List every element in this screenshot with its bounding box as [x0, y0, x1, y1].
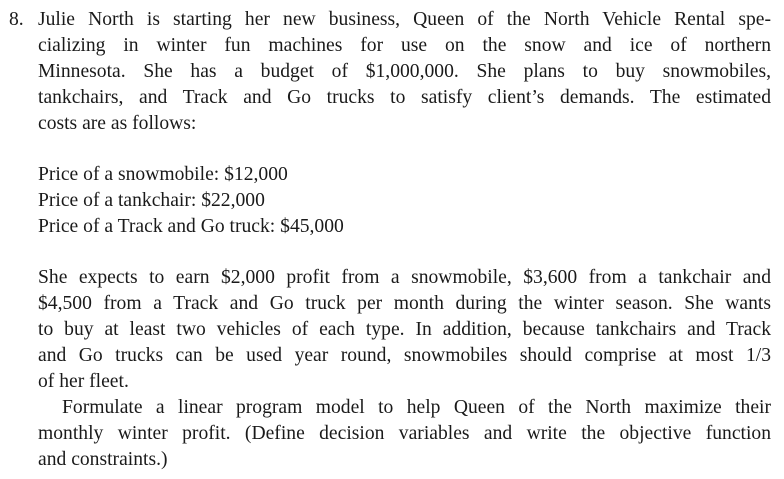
profit-line-2: $4,500 from a Track and Go truck per month during the winter season. She wants: [38, 293, 771, 314]
price-tankchair: Price of a tankchair: $22,000: [38, 190, 265, 211]
profit-line-5: of her fleet.: [38, 371, 129, 392]
intro-line-2: cializing in winter fun machines for use on the snow and ice of northern: [38, 35, 771, 56]
profit-line-3: to buy at least two vehicles of each type. In addition, because tankchairs and Track: [38, 319, 771, 340]
intro-line-1: Julie North is starting her new business, Queen of the North Vehicle Rental spe-: [38, 9, 771, 30]
profit-line-4: and Go trucks can be used year round, snowmobiles should comprise at most 1/3: [38, 345, 771, 366]
intro-line-4: tankchairs, and Track and Go trucks to satisfy client’s demands. The estimated: [38, 87, 771, 108]
profit-line-1: She expects to earn $2,000 profit from a snowmobile, $3,600 from a tankchair and: [38, 267, 771, 288]
task-line-2: monthly winter profit. (Define decision variables and write the objective function: [38, 423, 771, 444]
price-snowmobile: Price of a snowmobile: $12,000: [38, 164, 288, 185]
task-line-3: and constraints.): [38, 449, 168, 470]
intro-line-5: costs are as follows:: [38, 113, 197, 134]
task-line-1: Formulate a linear program model to help Queen of the North maximize their: [62, 397, 771, 418]
problem-number: 8.: [9, 9, 24, 30]
intro-line-3: Minnesota. She has a budget of $1,000,000. She plans to buy snowmobiles,: [38, 61, 771, 82]
price-track-and-go: Price of a Track and Go truck: $45,000: [38, 216, 344, 237]
